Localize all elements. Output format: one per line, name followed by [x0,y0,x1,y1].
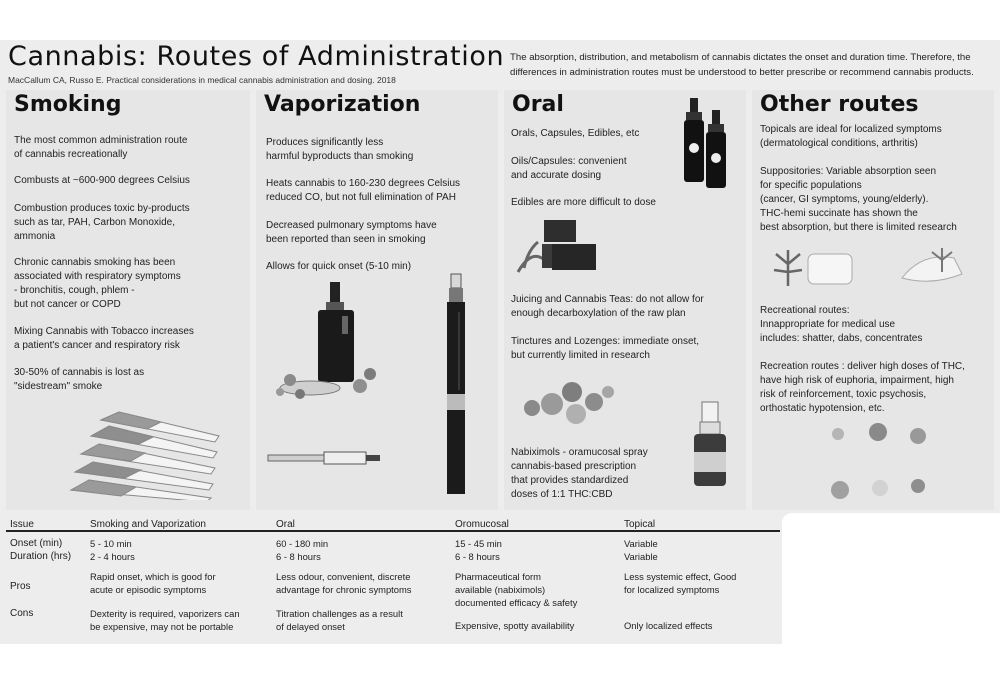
table-cell: Variable [624,551,658,562]
vaporization-heading: Vaporization [264,92,421,117]
table-header-oromucosal: Oromucosal [455,519,509,530]
table-row-onset-label: Onset (min) [10,538,63,549]
table-cell: Only localized effects [624,620,713,631]
table-cell: 2 - 4 hours [90,551,135,562]
other-text-4: Recreation routes : deliver high doses of THC, have high risk of euphoria, impairment, high risk of reinforcement, toxic psychosis, orthostatic hypotension, etc. [760,361,965,414]
intro-text: The absorption, distribution, and metabolism of cannabis dictates the onset and duration time. Therefore, the differences in administration routes must be understood to better prescribe or recommend cannabis products. [510,52,974,78]
oral-heading: Oral [512,92,564,117]
table-cell: 15 - 45 min [455,538,502,549]
table-cell: Less systemic effect, Good for localized symptoms [624,571,737,595]
topical-cream-illustration [768,240,858,292]
other-routes-heading: Other routes [760,92,919,117]
table-header-issue: Issue [10,519,34,530]
smoking-text-1: The most common administration route of cannabis recreationally [14,135,188,160]
table-cell: Titration challenges as a result of delayed onset [276,608,403,632]
table-cell: Variable [624,538,658,549]
table-cell: Rapid onset, which is good for acute or episodic symptoms [90,571,216,595]
smoking-text-6: 30-50% of cannabis is lost as "sidestream" smoke [14,367,145,392]
other-text-2: Suppositories: Variable absorption seen for specific populations (cancer, GI symptoms, young/elderly). THC-hemi succinate has shown the best absorption, but there is limited research [760,166,957,233]
smoking-text-3: Combustion produces toxic by-products such as tar, PAH, Carbon Monoxide, ammonia [14,203,190,242]
other-routes-panel [752,90,994,510]
oral-text-1: Orals, Capsules, Edibles, etc [511,128,640,139]
other-text-1: Topicals are ideal for localized symptoms (dermatological conditions, arthritis) [760,124,942,149]
vaporization-text-4: Allows for quick onset (5-10 min) [266,261,412,272]
joints-illustration [61,410,231,500]
vaporization-text-2: Heats cannabis to 160-230 degrees Celsius reduced CO, but not full elimination of PAH [266,178,461,203]
page-title: Cannabis: Routes of Administration [8,41,505,72]
smoking-heading: Smoking [14,92,122,117]
table-cell: Pharmaceutical form available (nabiximols) documented efficacy & safety [455,571,578,608]
table-cell: 60 - 180 min [276,538,329,549]
brownies-illustration [514,214,604,280]
table-row-cons-label: Cons [10,608,34,619]
vaporization-panel [256,90,498,510]
smoking-text-2: Combusts at ~600-900 degrees Celsius [14,175,190,186]
other-text-3: Recreational routes: Innappropriate for medical use includes: shatter, dabs, concentrates [760,305,923,344]
table-cell: 5 - 10 min [90,538,132,549]
oral-text-6: Nabiximols - oramucosal spray cannabis-based prescription that provides standardized doses of 1:1 THC:CBD [511,447,648,500]
table-header-rule [6,530,780,532]
vaporizer-box-mod-illustration [270,276,385,406]
vape-pen-illustration [441,272,471,498]
table-cell: Dexterity is required, vaporizers can be expensive, may not be portable [90,608,240,632]
oral-text-4: Juicing and Cannabis Teas: do not allow for enough decarboxylation of the raw plan [511,294,704,319]
table-header-oral: Oral [276,519,295,530]
table-cell: Less odour, convenient, discrete advantage for chronic symptoms [276,571,412,595]
smoking-text-5: Mixing Cannabis with Tobacco increases a patient's cancer and respiratory risk [14,326,194,351]
table-row-pros-label: Pros [10,581,31,592]
concentrates-illustration [822,420,942,510]
table-cell: Expensive, spotty availability [455,620,575,631]
smoking-text-4: Chronic cannabis smoking has been associated with respiratory symptoms - bronchitis, cough, phlem - but not cancer or COPD [14,257,181,310]
citation: MacCallum CA, Russo E. Practical considerations in medical cannabis administration and dosing. 2018 [8,75,396,85]
oral-text-3: Edibles are more difficult to dose [511,197,656,208]
oral-spray-bottle-illustration [688,400,732,490]
oral-text-2: Oils/Capsules: convenient and accurate dosing [511,156,627,181]
smoking-panel [6,90,250,510]
empty-corner-area [782,513,1000,644]
dropper-bottles-illustration [682,96,732,192]
cannabis-buds-illustration [518,378,618,430]
table-header-smoking-vaporization: Smoking and Vaporization [90,519,206,530]
table-row-duration-label: Duration (hrs) [10,551,72,562]
table-cell: 6 - 8 hours [455,551,500,562]
oral-text-5: Tinctures and Lozenges: immediate onset, but currently limited in research [511,336,700,361]
vape-cartridge-illustration [266,446,386,470]
oral-panel [504,90,746,510]
table-cell: 6 - 8 hours [276,551,321,562]
suppository-illustration [892,242,982,292]
vaporization-text-1: Produces significantly less harmful byproducts than smoking [266,137,414,162]
vaporization-text-3: Decreased pulmonary symptoms have been reported than seen in smoking [266,220,437,245]
table-header-topical: Topical [624,519,656,530]
